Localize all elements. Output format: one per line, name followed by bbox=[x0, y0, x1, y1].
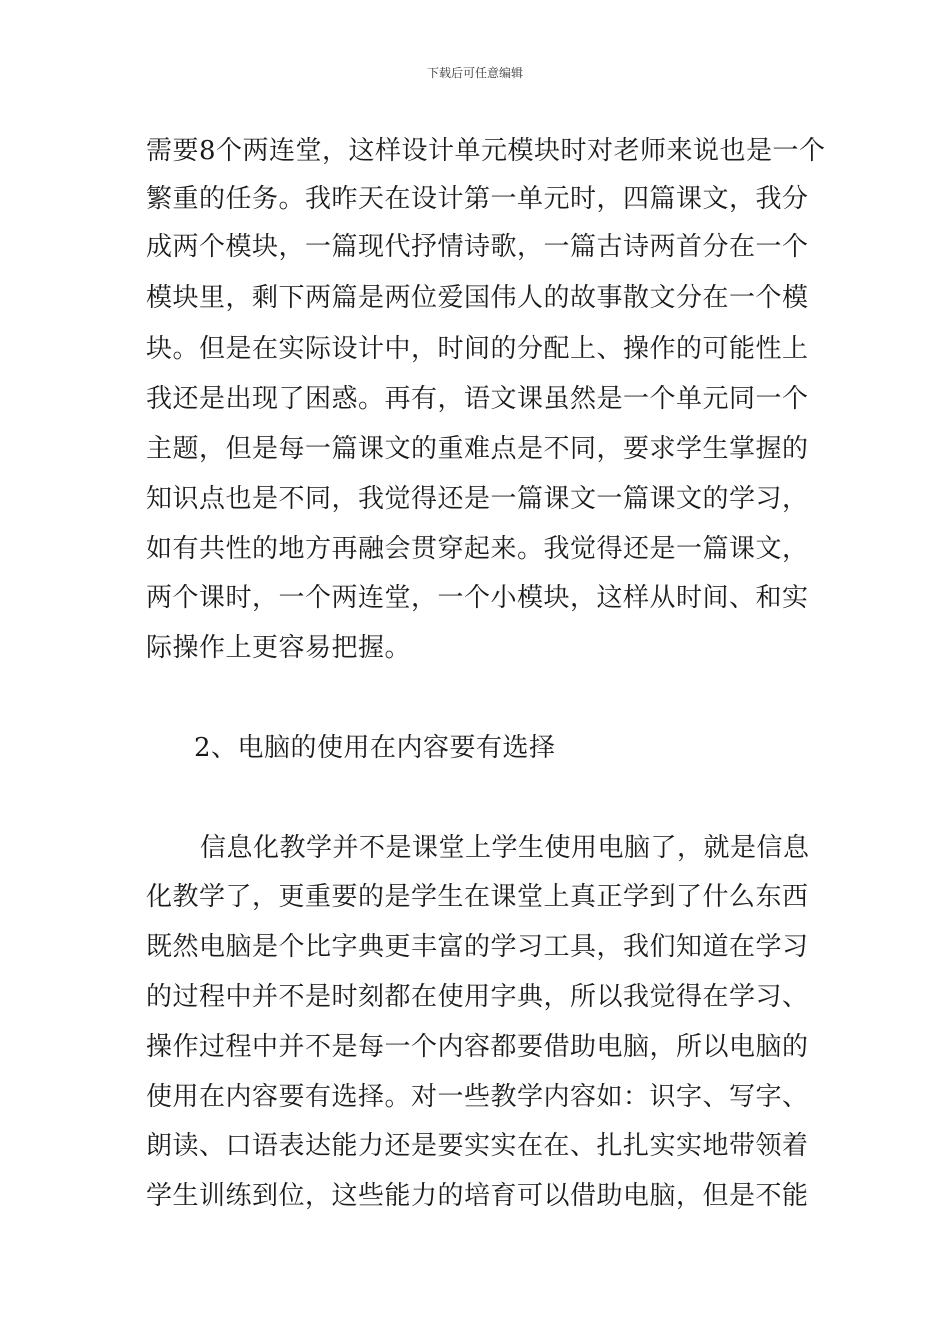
paragraph-line: 操作过程中并不是每一个内容都要借助电脑，所以电脑的 bbox=[146, 1032, 809, 1062]
paragraph-line: 主题，但是每一篇课文的重难点是不同，要求学生掌握的 bbox=[146, 434, 809, 464]
paragraph-line: 繁重的任务。我昨天在设计第一单元时，四篇课文，我分 bbox=[146, 184, 809, 214]
page-header: 下载后可任意编辑 bbox=[426, 66, 523, 80]
paragraph-line: 块。但是在实际设计中，时间的分配上、操作的可能性上 bbox=[146, 334, 809, 364]
paragraph-line: 成两个模块，一篇现代抒情诗歌，一篇古诗两首分在一个 bbox=[146, 232, 809, 262]
paragraph-line: 两个课时，一个两连堂，一个小模块，这样从时间、和实 bbox=[146, 583, 809, 613]
paragraph-line: 化教学了，更重要的是学生在课堂上真正学到了什么东西 bbox=[146, 882, 809, 912]
section-heading: 2、电脑的使用在内容要有选择 bbox=[194, 733, 556, 763]
paragraph-line: 我还是出现了困惑。再有，语文课虽然是一个单元同一个 bbox=[146, 384, 809, 414]
paragraph-line: 信息化教学并不是课堂上学生使用电脑了，就是信息 bbox=[200, 833, 810, 863]
paragraph-line: 学生训练到位，这些能力的培育可以借助电脑，但是不能 bbox=[146, 1181, 809, 1211]
paragraph-line: 如有共性的地方再融会贯穿起来。我觉得还是一篇课文， bbox=[146, 534, 809, 564]
paragraph-line: 模块里，剩下两篇是两位爱国伟人的故事散文分在一个模 bbox=[146, 283, 809, 313]
paragraph-line: 知识点也是不同，我觉得还是一篇课文一篇课文的学习， bbox=[146, 484, 809, 514]
paragraph-line: 既然电脑是个比字典更丰富的学习工具，我们知道在学习 bbox=[146, 932, 809, 962]
paragraph-line: 的过程中并不是时刻都在使用字典，所以我觉得在学习、 bbox=[146, 982, 809, 1012]
paragraph-line: 朗读、口语表达能力还是要实实在在、扎扎实实地带领着 bbox=[146, 1131, 809, 1161]
paragraph-line: 需要8个两连堂，这样设计单元模块时对老师来说也是一个 bbox=[146, 136, 826, 166]
paragraph-line: 际操作上更容易把握。 bbox=[146, 633, 412, 663]
paragraph-line: 使用在内容要有选择。对一些教学内容如：识字、写字、 bbox=[146, 1082, 809, 1112]
